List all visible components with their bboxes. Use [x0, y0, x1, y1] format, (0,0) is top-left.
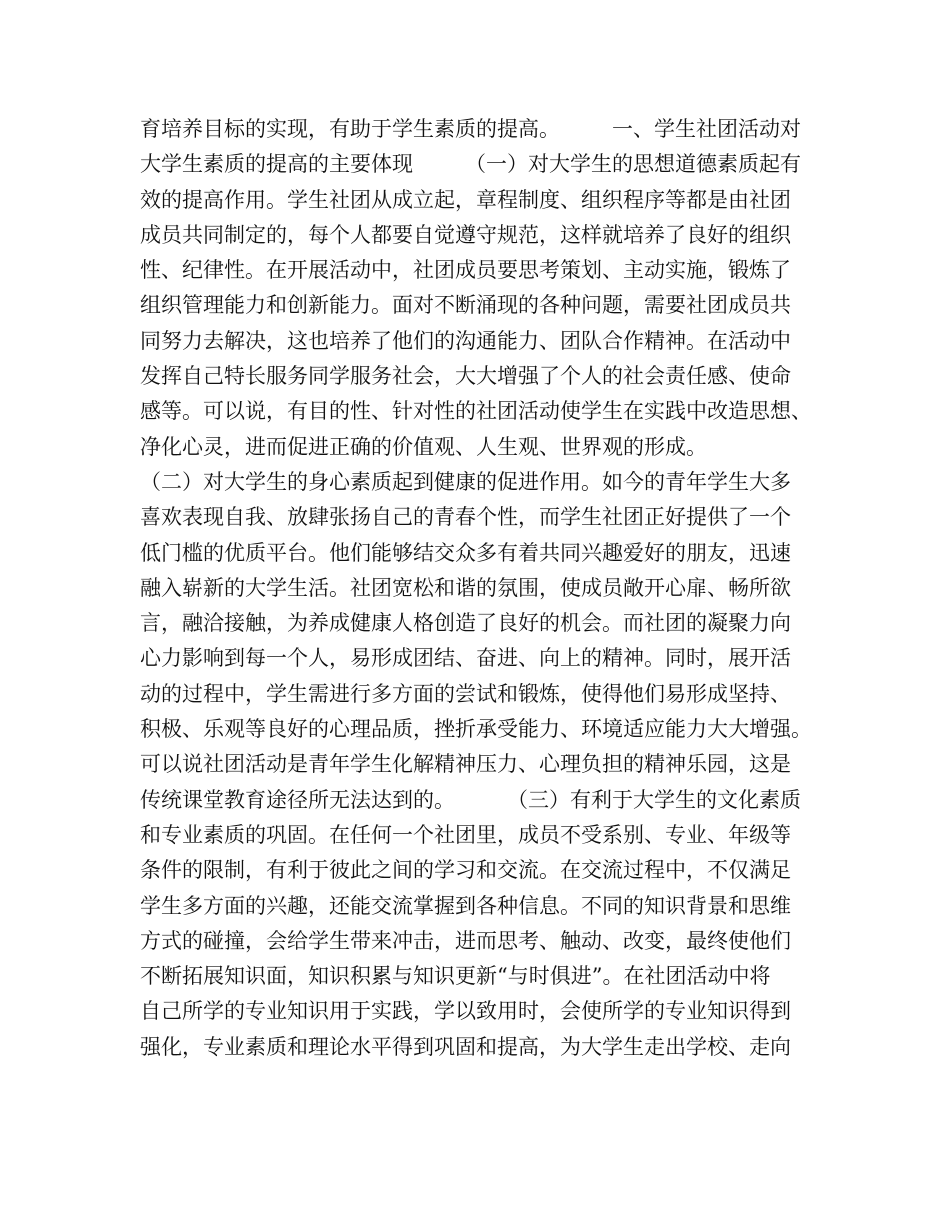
text-segment: 喜欢表现自我、放肆张扬自己的青春个性，而学生社团正好提供了一个 — [140, 505, 791, 530]
text-segment: 低门槛的优质平台。他们能够结交众多有着共同兴趣爱好的朋友，迅速 — [140, 540, 791, 565]
text-segment: 成员共同制定的，每个人都要自觉遵守规范，这样就培养了良好的组织 — [140, 222, 791, 247]
text-line — [140, 571, 830, 606]
text-line — [140, 288, 830, 323]
text-line — [140, 536, 830, 571]
text-line — [140, 500, 830, 535]
text-line — [140, 253, 830, 288]
text-segment: 可以说社团活动是青年学生化解精神压力、心理负担的精神乐园，这是 — [140, 752, 791, 777]
text-line — [140, 924, 830, 959]
text-line — [140, 889, 830, 924]
text-line — [140, 994, 830, 1029]
text-segment: 积极、乐观等良好的心理品质，挫折承受能力、环境适应能力大大增强。 — [140, 717, 812, 742]
text-segment: 感等。可以说，有目的性、针对性的社团活动使学生在实践中改造思想、 — [140, 399, 812, 424]
text-segment: 强化，专业素质和理论水平得到巩固和提高，为大学生走出学校、走向 — [140, 1034, 791, 1059]
text-segment: 净化心灵，进而促进正确的价值观、人生观、世界观的形成。 — [140, 434, 707, 459]
text-line — [140, 783, 830, 818]
text-line — [140, 853, 830, 888]
text-line — [140, 959, 830, 994]
text-segment: 自己所学的专业知识用于实践，学以致用时，会使所学的专业知识得到 — [140, 999, 791, 1024]
text-segment: 学生多方面的兴趣，还能交流掌握到各种信息。不同的知识背景和思维 — [140, 893, 791, 918]
text-segment: 发挥自己特长服务同学服务社会，大大增强了个人的社会责任感、使命 — [140, 364, 791, 389]
text-line — [140, 818, 830, 853]
text-segment: 方式的碰撞，会给学生带来冲击，进而思考、触动、改变，最终使他们 — [140, 928, 791, 953]
text-line — [140, 641, 830, 676]
text-segment: 一、学生社团活动对 — [612, 117, 801, 141]
text-segment: 融入崭新的大学生活。社团宽松和谐的氛围，使成员敞开心扉、畅所欲 — [140, 575, 791, 600]
text-segment: 心力影响到每一个人，易形成团结、奋进、向上的精神。同时，展开活 — [140, 646, 791, 671]
text-line — [140, 147, 830, 182]
text-line — [140, 1030, 830, 1065]
text-line — [140, 606, 830, 641]
text-segment: （二）对大学生的身心素质起到健康的促进作用。如今的青年学生大多 — [140, 469, 791, 494]
text-line — [140, 359, 830, 394]
text-segment: 效的提高作用。学生社团从成立起，章程制度、组织程序等都是由社团 — [140, 187, 791, 212]
text-line — [140, 430, 830, 465]
text-segment: 组织管理能力和创新能力。面对不断涌现的各种问题，需要社团成员共 — [140, 293, 791, 318]
text-segment: 性、纪律性。在开展活动中，社团成员要思考策划、主动实施，锻炼了 — [140, 258, 791, 283]
text-line — [140, 324, 830, 359]
text-segment: 育培养目标的实现，有助于学生素质的提高。 — [140, 117, 560, 141]
text-line — [140, 747, 830, 782]
text-segment: 大学生素质的提高的主要体现 — [140, 152, 413, 177]
text-line — [140, 183, 830, 218]
text-line — [140, 112, 830, 147]
text-line — [140, 465, 830, 500]
text-segment: 动的过程中，学生需进行多方面的尝试和锻炼，使得他们易形成坚持、 — [140, 681, 791, 706]
text-segment: 不断拓展知识面，知识积累与知识更新“与时俱进”。在社团活动中将 — [140, 964, 771, 989]
text-segment: （一）对大学生的思想道德素质起有 — [465, 152, 801, 177]
text-segment: 言，融洽接触，为养成健康人格创造了良好的机会。而社团的凝聚力向 — [140, 611, 791, 636]
body-text — [140, 112, 830, 1065]
text-segment: （三）有利于大学生的文化素质 — [507, 787, 801, 812]
text-segment: 和专业素质的巩固。在任何一个社团里，成员不受系别、专业、年级等 — [140, 822, 791, 847]
text-line — [140, 712, 830, 747]
text-segment: 同努力去解决，这也培养了他们的沟通能力、团队合作精神。在活动中 — [140, 328, 791, 353]
text-line — [140, 218, 830, 253]
text-line — [140, 677, 830, 712]
text-segment: 传统课堂教育途径所无法达到的。 — [140, 787, 455, 812]
text-segment: 条件的限制，有利于彼此之间的学习和交流。在交流过程中，不仅满足 — [140, 858, 791, 883]
text-line — [140, 394, 830, 429]
